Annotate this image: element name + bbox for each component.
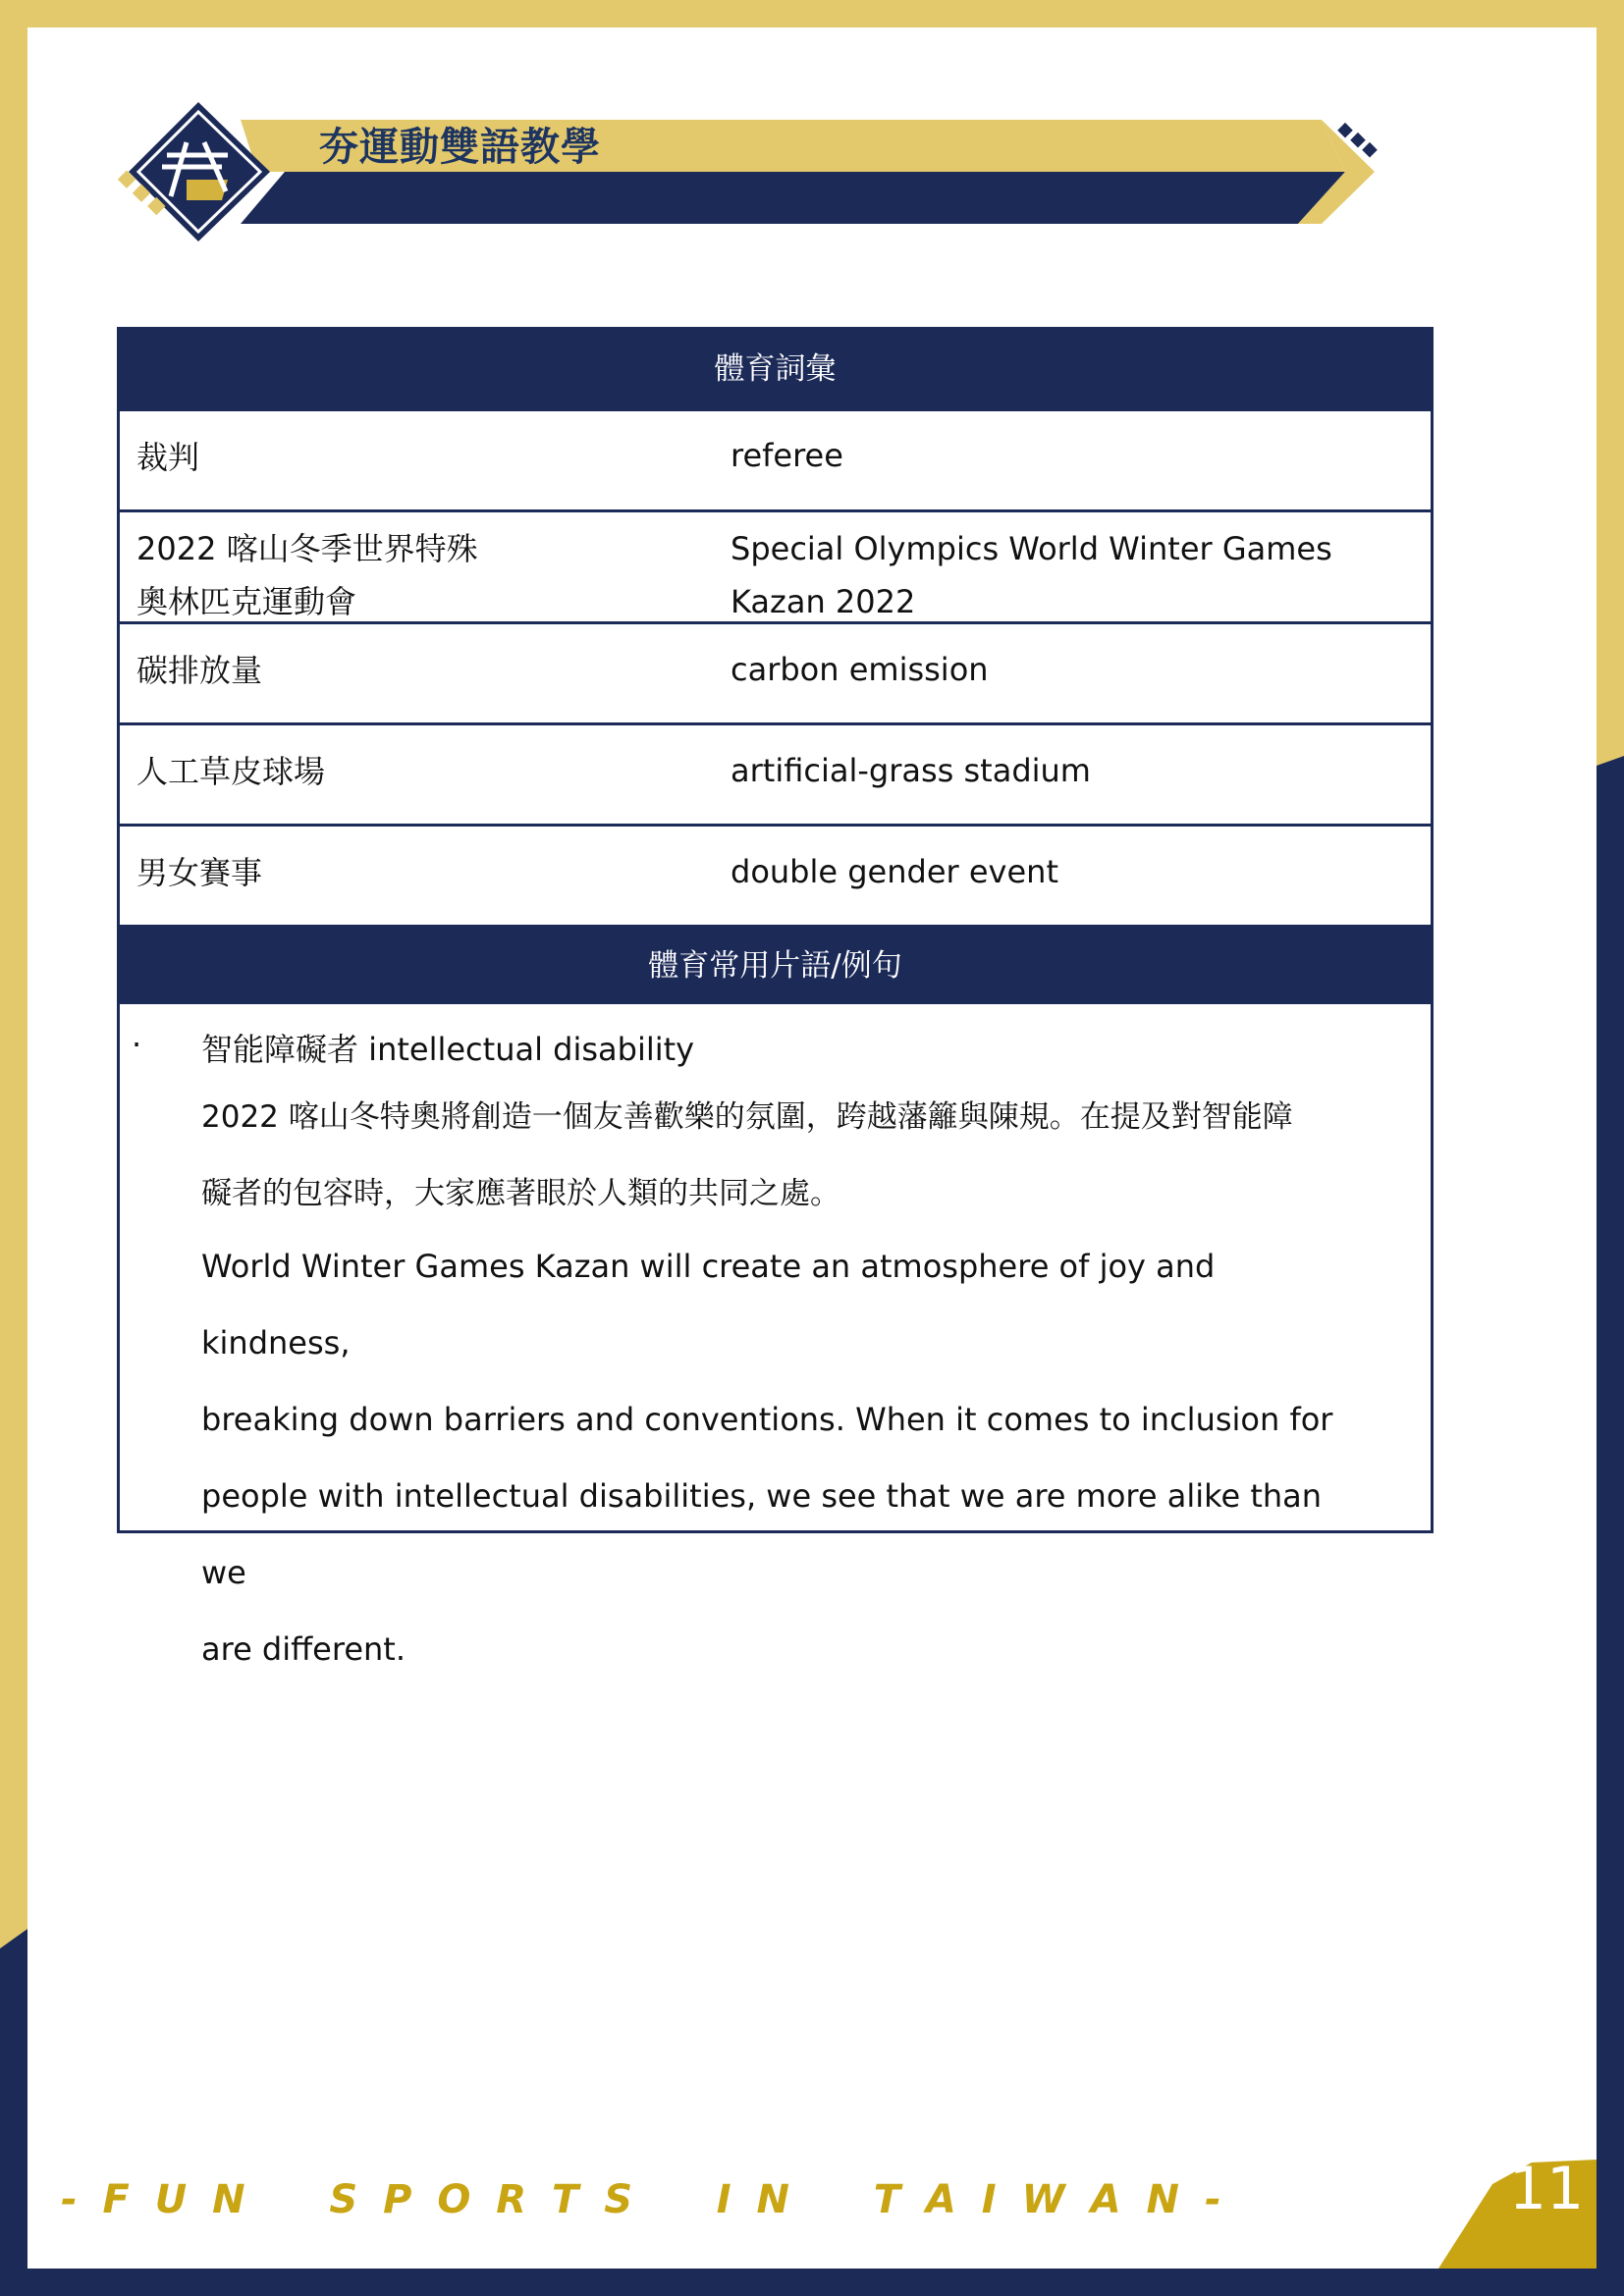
term-english-line: Kazan 2022 — [731, 583, 916, 620]
term-english: double gender event — [731, 853, 1058, 890]
term-chinese: 碳排放量 — [136, 652, 263, 689]
term-english — [731, 512, 1431, 621]
table-row — [120, 621, 1431, 722]
sentence-line: people with intellectual disabilities, we see that we are more alike than we — [201, 1477, 1323, 1591]
term-english: artificial-grass stadium — [731, 752, 1091, 789]
sentence-line: breaking down barriers and conventions. When it comes to inclusion for — [201, 1401, 1333, 1438]
term-chinese: 裁判 — [136, 439, 200, 476]
sentence-line: are different. — [201, 1630, 406, 1668]
header-title: 夯運動雙語教學 — [319, 125, 601, 170]
footer-tagline: - F U N S P O R T S I N T A I W A N - — [61, 2177, 1227, 2222]
table-row — [120, 408, 1431, 509]
sentence-line: 礙者的包容時，大家應著眼於人類的共同之處。 — [201, 1176, 840, 1211]
sentence-line: 2022 喀山冬特奧將創造一個友善歡樂的氛圍，跨越藩籬與陳規。在提及對智能障 — [201, 1099, 1293, 1135]
term-english: referee — [731, 437, 843, 474]
bullet-point: · — [132, 1026, 142, 1063]
term-english-line: Special Olympics World Winter Games — [731, 530, 1332, 567]
table-row — [120, 824, 1431, 925]
table-row — [120, 722, 1431, 824]
example-sentence-block — [120, 1004, 1431, 1668]
page-number: 11 — [1508, 2155, 1585, 2223]
vocabulary-table-title: 體育詞彙 — [120, 330, 1431, 408]
phrases-section-title: 體育常用片語/例句 — [120, 925, 1431, 1004]
term-english: carbon emission — [731, 651, 989, 688]
example-sentence-chinese — [201, 1079, 1362, 1232]
example-term: 智能障礙者 intellectual disability — [201, 1031, 695, 1068]
term-chinese-line: 奧林匹克運動會 — [136, 583, 357, 620]
table-row — [120, 509, 1431, 621]
vocabulary-table — [117, 327, 1434, 1668]
sentence-line: World Winter Games Kazan will create an atmosphere of joy and kindness, — [201, 1248, 1216, 1362]
example-sentence-english — [201, 1228, 1362, 1687]
term-chinese: 人工草皮球場 — [136, 753, 326, 790]
term-chinese-line: 2022 喀山冬季世界特殊 — [136, 530, 478, 567]
term-chinese: 男女賽事 — [136, 854, 263, 891]
term-chinese — [120, 512, 731, 621]
